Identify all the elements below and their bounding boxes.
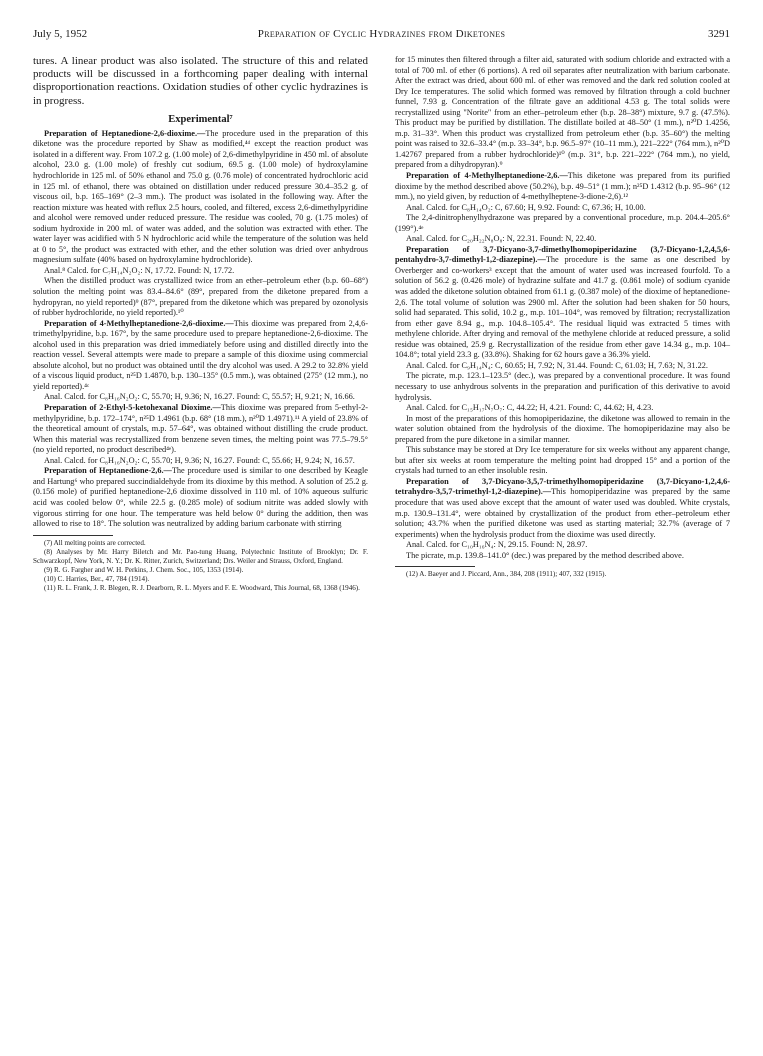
footnote: (12) A. Baeyer and J. Piccard, Ann., 384, 208 (1911); 407, 332 (1915). xyxy=(406,570,607,579)
procedure-title: Preparation of 4-Methylheptanedione-2,6-dioxime.— xyxy=(44,318,234,328)
footnote-rule xyxy=(395,566,475,567)
procedure-title: Preparation of 3,7-Dicyano-3,7-dimethylhomopiperidazine (3,7-Dicyano-1,2,4,5,6-pentahydro-3,7-dimethyl-1,2-diazepine).— xyxy=(395,244,730,265)
analysis-line: Anal. Calcd. for C₈H₁₆N₂O₂: C, 55.70; H, 9.36; N, 16.27. Found: C, 55.66; H, 9.24; N, 16.57. xyxy=(44,455,355,465)
body-paragraph: This substance may be stored at Dry Ice temperature for six weeks without any apparent change, but after six weeks at room temperature the melting point had dropped 15° and a portion of the crystals had turned to an ether insoluble resin. xyxy=(395,445,730,476)
procedure-text: This dioxime was prepared from 5-ethyl-2-methylpyridine, b.p. 172–174°, n²⁵D 1.4961 (b.p. 68° (18 mm.), n²⁰D 1.4971).¹¹ A yield of 23.8% of the theoretical amount of crystals, m.p. 57–64°, was obtained without distilling the crude product. When this material was recrystallized from benzene seven times, the melting point was 77.5–79.5° (no yield reported, no product described⁴ᵉ). xyxy=(33,403,368,455)
footnote: (7) All melting points are corrected. xyxy=(44,538,146,547)
procedure-title: Preparation of 2-Ethyl-5-ketohexanal Dioxime.— xyxy=(44,403,221,413)
procedure-paragraph xyxy=(33,129,368,266)
procedure-title: Preparation of 4-Methylheptanedione-2,6.— xyxy=(406,171,568,181)
footnotes xyxy=(33,539,368,594)
footnote: (8) Analyses by Mr. Harry Biletch and Mr. Pao-tung Huang, Polytechnic Institute of Brooklyn; Dr. F. Schwarzkopf, New York, N. Y.; Dr. K. Ritter, Zurich, Switzerland; Drs. Weiler and Strauss, Oxford, England. xyxy=(33,547,368,565)
page-number: 3291 xyxy=(708,28,730,40)
footnotes xyxy=(395,570,730,579)
analysis-line: Anal. Calcd. for C₈H₁₄O₂: C, 67.60; H, 9.92. Found: C, 67.36; H, 10.00. xyxy=(406,202,646,212)
body-paragraph: The 2,4-dinitrophenylhydrazone was prepared by a conventional procedure, m.p. 204.4–205.6° (199°).⁴ᵉ xyxy=(395,213,730,233)
body-paragraph: When the distilled product was crystallized twice from an ether–petroleum ether (b.p. 60–68°) solution the melting point was 83.4–84.6° (89°, prepared from the diketone prepared from a hydropyran, no yield reported)⁹ (87°, prepared from the diketone which was prepared by ozonolysis of rubber hydrochloride, no yield reported).¹⁰ xyxy=(33,276,368,318)
procedure-paragraph xyxy=(395,477,730,540)
analysis-line: Anal. Calcd. for C₈H₁₆N₂O₂: C, 55.70; H, 9.36; N, 16.27. Found: C, 55.57; H, 9.21; N, 16.66. xyxy=(44,392,355,402)
footnote: (9) R. G. Fargher and W. H. Perkins, J. Chem. Soc., 105, 1353 (1914). xyxy=(44,565,244,574)
procedure-title: Preparation of Heptanedione-2,6-dioxime.— xyxy=(44,128,206,138)
header-title: Preparation of Cyclic Hydrazines from Diketones xyxy=(257,28,506,40)
procedure-text: The procedure used is similar to one described by Keagle and Hartung⁶ who prepared succindialdehyde from its dioxime by this method. A solution of 25.2 g. (0.156 mole) of purified heptanedione-2,6 dioxime dissolved in 110 ml. of 10% aqueous sulfuric acid was cooled below 0°, while 22.5 g. (0.285 mole) of sodium nitrite was added slowly with vigorous stirring for one hour. The temperature was held below 0° during the addition, then was allowed to rise to 18°. The solution was neutralized by adding barium carbonate with stirring xyxy=(33,466,368,529)
footnote: (11) R. L. Frank, J. R. Blegen, R. J. Dearborn, R. L. Myers and F. E. Woodward, This Journal, 68, 1368 (1946). xyxy=(44,584,360,593)
intro-paragraph: tures. A linear product was also isolated. The structure of this and related products will be discussed in a forthcoming paper dealing with internal disproportionation reactions. Oxidation studies of other cyclic hydrazines is in progress. xyxy=(33,55,368,107)
running-head xyxy=(33,28,730,44)
procedure-title: Preparation of 3,7-Dicyano-3,5,7-trimethylhomopiperidazine (3,7-Dicyano-1,2,4,6-tetrahydro-3,5,7-trimethyl-1,2-diazepine).— xyxy=(395,476,730,497)
header-date: July 5, 1952 xyxy=(33,28,88,40)
left-column xyxy=(33,55,368,593)
right-column xyxy=(395,55,730,579)
procedure-text: This diketone was prepared from its purified dioxime by the method described above (50.2%), b.p. 49–51° (1 mm.); n²⁵D 1.4312 (b.p. 95–96° (12 mm.), no yield given, by reduction of 4-methylheptene-3-dione-2,6).¹² xyxy=(395,171,730,202)
body-paragraph: The picrate, m.p. 139.8–141.0° (dec.) was prepared by the method described above. xyxy=(406,550,684,560)
procedure-paragraph xyxy=(395,171,730,203)
procedure-text: This dioxime was prepared from 2,4,6-trimethylpyridine, b.p. 167°, by the same procedure used to prepare heptanedione-2,6-dioxime. The alcohol used in this preparation was dried immediately before using and distilled directly into the reaction vessel. Several attempts were made to prepare a sample of this dioxime using commercial absolute alcohol, but no product was obtained until the dry alcohol was used. A 29.2 to 32.8% yield of a viscous liquid product, n²⁵D 1.4870, b.p. 130–135° (0.5 mm.), was obtained (275° (12 mm.), no yield reported).⁴ᶜ xyxy=(33,318,368,391)
procedure-text: This homopiperidazine was prepared by the same procedure that was used above except that the amount of water used was doubled. White crystals, m.p. 130.9–131.4°, were obtained by crystallization of the product from ether–petroleum ether solution; 43.7% when the purified diketone was used as starting material; 32.7% (average of 7 experiments) when the hydrolysis product from the dioxime was used directly. xyxy=(395,487,730,539)
procedure-paragraph xyxy=(395,245,730,361)
analysis-line: Anal. Calcd. for C₂₀H₂₂N₈O₈: N, 22.31. Found: N, 22.40. xyxy=(406,234,597,244)
analysis-line: Anal. Calcd. for C₉H₁₄N₄: C, 60.65; H, 7.92; N, 31.44. Found: C, 61.03; H, 7.63; N, 31.22. xyxy=(406,360,708,370)
analysis-line: Anal. Calcd. for C₁₀H₁₆N₄: N, 29.15. Found: N, 28.97. xyxy=(406,540,588,550)
body-paragraph: The picrate, m.p. 123.1–123.5° (dec.), was prepared by a conventional procedure. It was found necessary to use anhydrous solvents in the preparation and purification of this derivative to avoid hydrolysis. xyxy=(395,371,730,402)
body-paragraph: for 15 minutes then filtered through a filter aid, saturated with sodium chloride and extracted with a total of 700 ml. of ether (6 portions). A red oil separates after neutralization with barium carbonate. After the extract was dried, about 600 ml. of ether was removed and the dark red solution cooled at Dry Ice temperatures. The solid which formed was removed by filtration through a cold buchner funnel, 7.93 g. Concentration of the filtrate gave an additional 4.53 g. The total solids were recrystallized using "Norite" from an ether–petroleum ether (b.p. 28–38°) mixture, 9.7 g. (47.5%). This product may be purified by distillation. The distillate boiled at 48–50° (1 mm.), n²⁰D 1.4256, m.p. 31–33°. When this product was crystallized from petroleum ether (b.p. 35–60°) the melting point was raised to 32.6–33.4° (m.p. 33–34°, b.p. 96.5–97° (10–11 mm.), 221–222° (764 mm.), n²⁰D 1.42767 prepared from a rubber hydrochloride)¹⁰ (m.p. 31°, b.p. 221–222° (764 mm.), no yield, prepared from a dihydropyran).⁹ xyxy=(395,55,730,170)
procedure-paragraph xyxy=(33,466,368,529)
body-paragraph: In most of the preparations of this homopiperidazine, the diketone was allowed to remain in the water solution obtained from the hydrolysis of the dioxime. The homopiperidazine may also be prepared from the pure diketone in a similar manner. xyxy=(395,413,730,444)
procedure-text: The procedure used in the preparation of this diketone was the procedure reported by Shaw as modified,⁴ᵈ except the reaction product was isolated in a different way. From 107.2 g. (1.00 mole) of 2,6-dimethylpyridine in 450 ml. of absolute alcohol, 23.0 g. (1.00 mole) of freshly cut sodium, 69.5 g. (1.00 mole) of hydroxylamine hydrochloride in 125 ml. of 50% ethanol and 75.0 g. (0.76 mole) of concentrated hydrochloric acid in 125 ml. of ethanol, there was obtained on distillation under reduced pressure 30.4–35.2 g. of viscous oil, b.p. 165–169° (2–3 mm.). The product was isolated in the following way. After the reaction mixture was heated with reflux 2.5 hours, cooled, and filtered, excess 2,6-dimethylpyridine and alcohol were removed under reduced pressure. The residue was cooled, 70 g. (1.75 moles) of sodium hydroxide in 200 ml. of water was added, and the solution was extracted with ether. The water layer was acidified with 5 N hydrochloric acid while the temperature of the solution was held at 0 to 5°, the product was extracted with ether, and the ether solution was dried over anhydrous magnesium sulfate (40% based on hydroxylamine hydrochloride). xyxy=(33,128,368,265)
procedure-paragraph xyxy=(33,403,368,456)
procedure-paragraph xyxy=(33,319,368,393)
analysis-line: Anal. Calcd. for C₁₅H₁₇N₇O₇: C, 44.22; H, 4.21. Found: C, 44.62; H, 4.23. xyxy=(406,403,654,413)
footnote: (10) C. Harries, Ber., 47, 784 (1914). xyxy=(44,574,150,583)
journal-page xyxy=(33,28,730,1038)
analysis-line: Anal.⁸ Calcd. for C₇H₁₄N₂O₂: N, 17.72. Found: N, 17.72. xyxy=(44,265,235,275)
procedure-text: The procedure is the same as one described by Overberger and co-workers³ except that the amount of water used was increased fourfold. To a solution of 56.2 g. (0.426 mole) of hydrazine sulfate and 41.7 g. (0.861 mole) of sodium cyanide was added the diketone solution obtained from 61.1 g. (0.387 mole) of the dioxime of heptanedione-2,6. The total volume of solution was 2900 ml. After the solution had been shaken for 50 hours, solid had separated. This solid, 10.2 g., m.p. 101–104°, was removed by filtration; recrystallization from ether gave 8.94 g., m.p. 104.8–105.4°. The residual liquid was extracted 5 times with methylene chloride. After drying and removal of the methylene chloride at reduced pressure, a solid residue was obtained, 25.9 g. Recrystallization of the residue from ether gave 14.34 g., m.p. 104–104.8°; total yield 23.3 g. (33.8%). Shaking for 62 hours gave a 36.3% yield. xyxy=(395,255,730,360)
section-heading: Experimental⁷ xyxy=(168,113,233,125)
procedure-title: Preparation of Heptanedione-2,6.— xyxy=(44,466,172,476)
footnote-rule xyxy=(33,535,113,536)
